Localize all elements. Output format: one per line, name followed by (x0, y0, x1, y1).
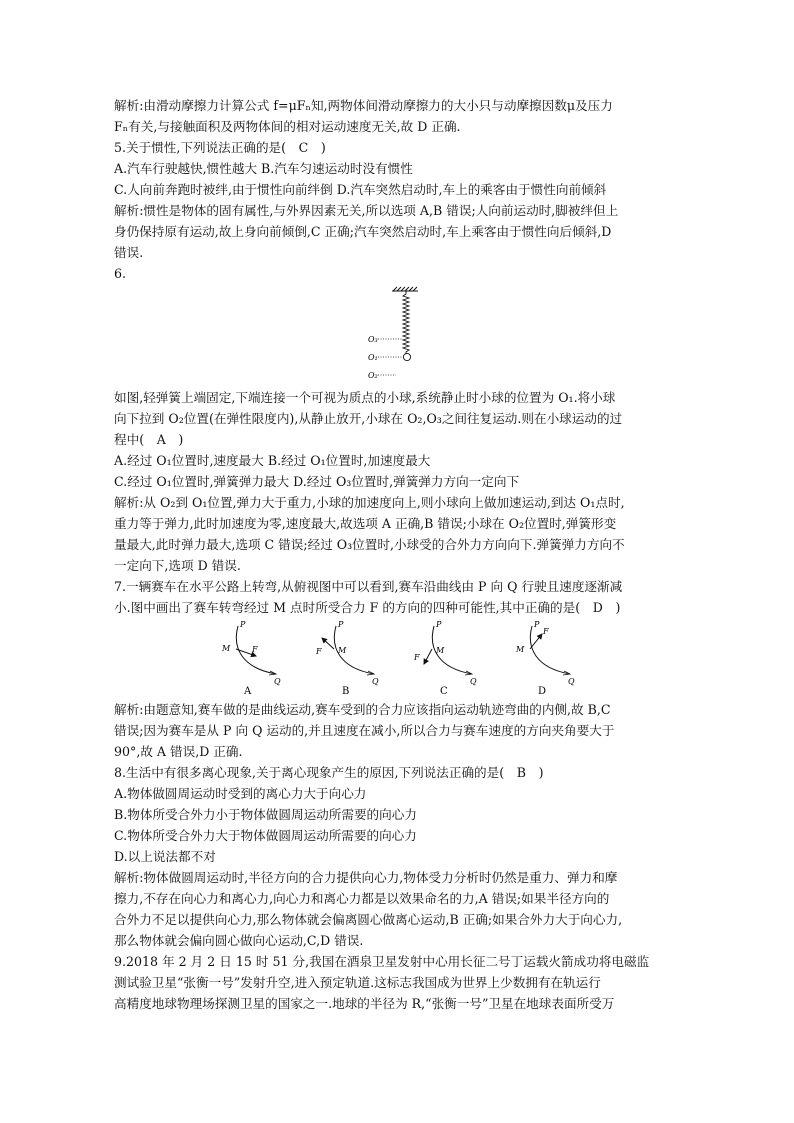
label-m: M (436, 646, 445, 655)
label-q: Q (372, 677, 379, 686)
force-arrow (322, 638, 334, 649)
ceiling-support (392, 287, 418, 291)
panel-caption: A (244, 686, 252, 697)
question-6-stem: 程中( A ) (114, 432, 184, 447)
question-6-stem: 向下拉到 O₂位置(在弹性限度内),从静止放开,小球在 O₂,O₃之间往复运动.则在小球运动的过 (114, 411, 623, 426)
question-8-option-c: C.物体所受合外力大于物体做圆周运动所需要的向心力 (114, 828, 417, 843)
question-5-stem: 5.关于惯性,下列说法正确的是( C ) (114, 140, 326, 155)
question-6-options-cd: C.经过 O₁位置时,弹簧弹力最大 D.经过 O₃位置时,弹簧弹力方向一定向下 (114, 474, 520, 489)
panel-b (315, 620, 379, 697)
text-line: 量最大,此时弹力最大,选项 C 错误;经过 O₃位置时,小球受的合外力方向向下.弹簧弹力方向不 (114, 537, 625, 552)
label-q: Q (274, 677, 281, 686)
text-line: 解析:物体做圆周运动时,半径方向的合力提供向心力,物体受力分析时仍然是重力、弹力和摩 (114, 870, 618, 885)
text-line: Fₙ有关,与接触面积及两物体间的相对运动速度无关,故 D 正确. (114, 119, 461, 134)
question-8-option-b: B.物体所受合外力小于物体做圆周运动所需要的向心力 (114, 807, 417, 822)
label-p: P (240, 620, 246, 629)
text-line: 解析:从 O₂到 O₁位置,弹力大于重力,小球的加速度向上,则小球向上做加速运动,到达 O₁点时, (114, 495, 625, 510)
question-7-stem: 7.一辆赛车在水平公路上转弯,从俯视图中可以看到,赛车沿曲线由 P 向 Q 行驶且速度逐渐减 (114, 579, 623, 594)
question-9-stem: 测试验卫星“张衡一号”发射升空,进入预定轨道.这标志我国成为世界上少数拥有在轨运行 (114, 975, 601, 990)
text-line: 解析:由题意知,赛车做的是曲线运动,赛车受到的合力应该指向运动轨迹弯曲的内侧,故 B,C (114, 702, 611, 717)
question-8-stem: 8.生活中有很多离心现象,关于离心现象产生的原因,下列说法正确的是( B ) (114, 765, 544, 780)
label-m: M (338, 646, 347, 655)
panel-a (221, 620, 281, 697)
curve-force-figure (212, 618, 592, 698)
force-arrow (424, 649, 432, 664)
panel-caption: B (342, 686, 350, 697)
label-p: P (338, 620, 344, 629)
force-arrow (530, 634, 542, 649)
question-7-stem: 小.图中画出了赛车转弯经过 M 点时所受合力 F 的方向的四种可能性,其中正确的是( D ) (114, 600, 621, 615)
text-line: 一定向下,选项 D 错误. (114, 558, 241, 573)
panel-caption: C (440, 686, 448, 697)
question-6-options-ab: A.经过 O₁位置时,速度最大 B.经过 O₁位置时,加速度最大 (114, 453, 431, 468)
spring-figure (362, 286, 432, 382)
label-m: M (516, 645, 525, 654)
text-line: 擦力,不存在向心力和离心力,向心力和离心力都是以效果命名的力,A 错误;如果半径方向的 (114, 891, 610, 906)
text-line: 重力等于弹力,此时加速度为零,速度最大,故选项 A 正确,B 错误;小球在 O₂位置时,弹簧形变 (114, 516, 617, 531)
question-8-option-a: A.物体做圆周运动时受到的离心力大于向心力 (114, 786, 367, 801)
text-line: 解析:由滑动摩擦力计算公式 f=μFₙ知,两物体间滑动摩擦力的大小只与动摩擦因数μ及压力 (114, 98, 613, 113)
label-f: F (252, 645, 258, 654)
label-f: F (414, 653, 420, 662)
label-f: F (543, 627, 549, 636)
question-6-stem: 如图,轻弹簧上端固定,下端连接一个可视为质点的小球,系统静止时小球的位置为 O₁.将小球 (114, 390, 616, 405)
text-line: 身仍保持原有运动,故上身向前倾倒,C 正确;汽车突然启动时,车上乘客由于惯性向后倾斜,D (114, 224, 612, 239)
panel-d (515, 620, 575, 697)
label-p: P (436, 620, 442, 629)
text-line: 解析:惯性是物体的固有属性,与外界因素无关,所以选项 A,B 错误;人向前运动时,脚被绊但上 (114, 203, 619, 218)
ball (403, 353, 410, 360)
text-line: 错误. (114, 245, 144, 260)
question-6-number: 6. (114, 266, 127, 281)
question-9-stem: 9.2018 年 2 月 2 日 15 时 51 分,我国在酒泉卫星发射中心用长征二号丁运载火箭成功将电磁监 (114, 954, 650, 969)
text-line: 90°,故 A 错误,D 正确. (114, 744, 243, 759)
label-m: M (222, 644, 231, 653)
label-o3: O₃ (368, 335, 378, 344)
panel-caption: D (538, 686, 547, 697)
question-9-stem: 高精度地球物理场探测卫星的国家之一.地球的半径为 R,“张衡一号”卫星在地球表面所受万 (114, 996, 615, 1011)
text-line: 合外力不足以提供向心力,那么物体就会偏离圆心做离心运动,B 正确;如果合外力大于向心力, (114, 912, 623, 927)
text-line: 那么物体就会偏向圆心做向心运动,C,D 错误. (114, 933, 364, 948)
label-p: P (534, 620, 540, 629)
panel-c (413, 620, 477, 697)
spring (403, 291, 409, 354)
label-q: Q (568, 677, 575, 686)
label-o1: O₁ (368, 353, 378, 362)
trajectory-curve (530, 626, 570, 674)
question-5-options-ab: A.汽车行驶越快,惯性越大 B.汽车匀速运动时没有惯性 (114, 161, 413, 176)
question-8-option-d: D.以上说法都不对 (114, 849, 216, 864)
question-5-options-cd: C.人向前奔跑时被绊,由于惯性向前绊倒 D.汽车突然启动时,车上的乘客由于惯性向前倾斜 (114, 182, 607, 197)
label-f: F (316, 647, 322, 656)
text-line: 错误;因为赛车是从 P 向 Q 运动的,并且速度在减小,所以合力与赛车速度的方向夹角要大于 (114, 723, 615, 738)
label-o2: O₂ (368, 371, 378, 380)
label-q: Q (470, 677, 477, 686)
